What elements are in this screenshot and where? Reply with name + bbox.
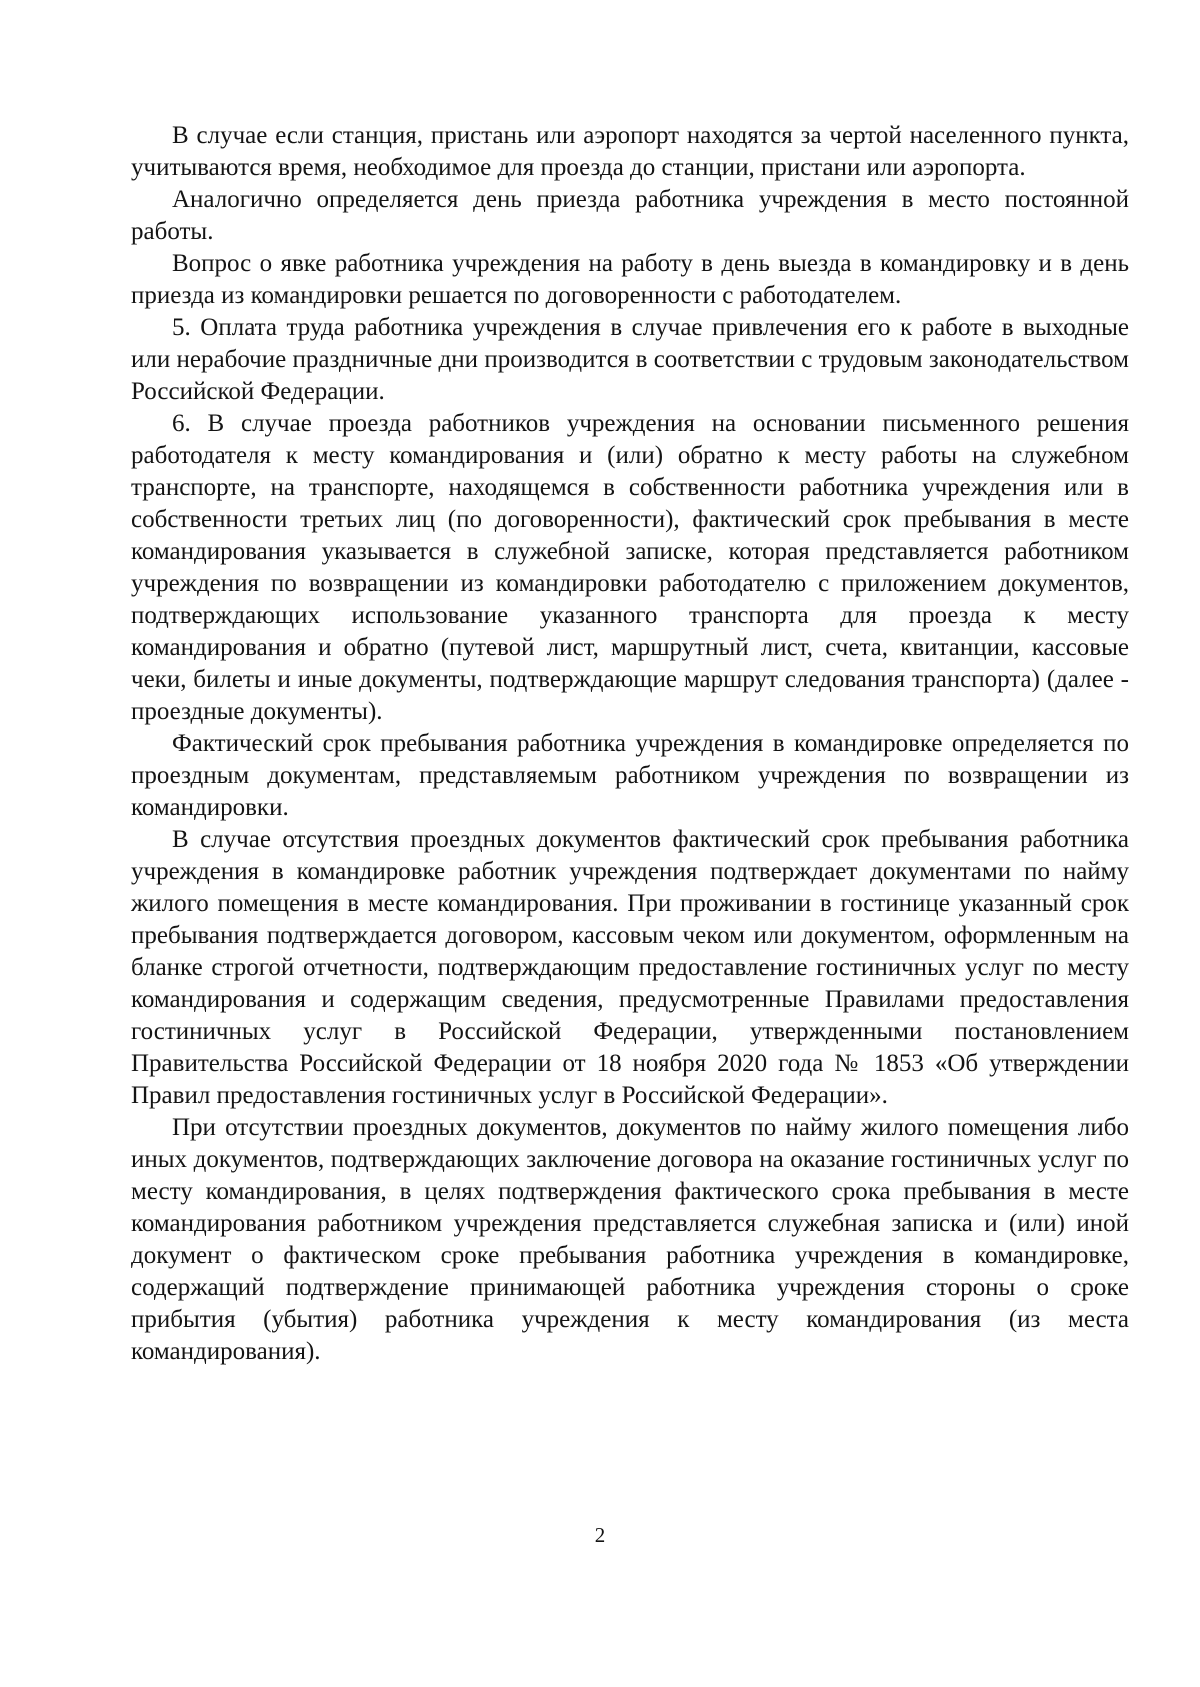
- page-number: 2: [594, 1523, 606, 1547]
- paragraph-station-outside-city: В случае если станция, пристань или аэропорт находятся за чертой населенного пункта, учитываются время, необходимое для проезда до станции, пристани или аэропорта.: [131, 122, 1129, 181]
- paragraph-item-5-weekend-pay: 5. Оплата труда работника учреждения в случае привлечения его к работе в выходные или нерабочие праздничные дни производится в соответствии с трудовым законодательством Российской Федерации.: [131, 314, 1129, 405]
- paragraph-work-attendance: Вопрос о явке работника учреждения на работу в день выезда в командировку и в день приезда из командировки решается по договоренности с работодателем.: [131, 250, 1129, 309]
- document-body: [131, 120, 1129, 1368]
- paragraph-actual-stay-period: Фактический срок пребывания работника учреждения в командировке определяется по проездным документам, представляемым работником учреждения по возвращении из командировки.: [131, 730, 1129, 821]
- paragraph-item-6-transport: 6. В случае проезда работников учреждения на основании письменного решения работодателя к месту командирования и (или) обратно к месту работы на служебном транспорте, на транспорте, находящемся в собственности работника учреждения или в собственности третьих лиц (по договоренности), фактический срок пребывания в месте командирования указывается в служебной записке, которая представляется работником учреждения по возвращении из командировки работодателю с приложением документов, подтверждающих использование указанного транспорта для проезда к месту командирования и обратно (путевой лист, маршрутный лист, счета, квитанции, кассовые чеки, билеты и иные документы, подтверждающие маршрут следования транспорта) (далее - проездные документы).: [131, 410, 1129, 725]
- paragraph-arrival-day: Аналогично определяется день приезда работника учреждения в место постоянной работы.: [131, 186, 1129, 245]
- paragraph-service-note: При отсутствии проездных документов, документов по найму жилого помещения либо иных документов, подтверждающих заключение договора на оказание гостиничных услуг по месту командирования, в целях подтверждения фактического срока пребывания в месте командирования работником учреждения представляется служебная записка и (или) иной документ о фактическом сроке пребывания работника учреждения в командировке, содержащий подтверждение принимающей работника учреждения стороны о сроке прибытия (убытия) работника учреждения к месту командирования (из места командирования).: [131, 1114, 1129, 1365]
- paragraph-no-travel-documents: В случае отсутствия проездных документов фактический срок пребывания работника учреждения в командировке работник учреждения подтверждает документами по найму жилого помещения в месте командирования. При проживании в гостинице указанный срок пребывания подтверждается договором, кассовым чеком или документом, оформленным на бланке строгой отчетности, подтверждающим предоставление гостиничных услуг по месту командирования и содержащим сведения, предусмотренные Правилами предоставления гостиничных услуг в Российской Федерации, утвержденными постановлением Правительства Российской Федерации от 18 ноября 2020 года № 1853 «Об утверждении Правил предоставления гостиничных услуг в Российской Федерации».: [131, 826, 1129, 1109]
